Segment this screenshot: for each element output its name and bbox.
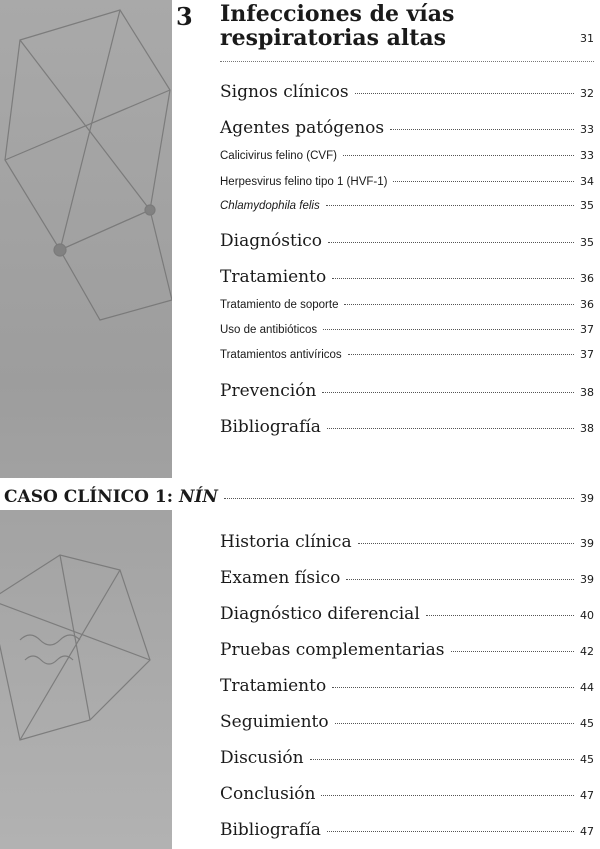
toc-subentry-herpesvirus[interactable] [220, 175, 594, 188]
toc-case-discusion[interactable] [220, 748, 594, 768]
toc-subentry-calicivirus[interactable] [220, 149, 594, 162]
toc-entry-label: Diagnóstico diferencial [220, 604, 420, 624]
toc-entry-page: 36 [580, 298, 594, 311]
toc-entry-page: 38 [580, 386, 594, 399]
toc-entry-page: 45 [580, 717, 594, 730]
toc-subentry-antibioticos[interactable] [220, 323, 594, 336]
toc-case-conclusion[interactable] [220, 784, 594, 804]
table-of-contents [4, 0, 600, 849]
toc-entry-label: Tratamiento [220, 267, 327, 287]
toc-entry-page: 45 [580, 753, 594, 766]
toc-entry-label: Calicivirus felino (CVF) [220, 150, 337, 162]
dot-leader [426, 615, 574, 616]
toc-entry-page: 37 [580, 323, 594, 336]
dot-leader [327, 831, 574, 832]
case-heading[interactable] [4, 487, 594, 507]
toc-entry-signos-clinicos[interactable] [220, 82, 594, 102]
toc-entry-label: Chlamydophila felis [220, 200, 320, 212]
toc-entry-page: 47 [580, 789, 594, 802]
toc-entry-label: Tratamientos antivíricos [220, 349, 342, 361]
toc-entry-page: 42 [580, 645, 594, 658]
toc-entry-diagnostico[interactable] [220, 231, 594, 251]
toc-case-diagnostico-diferencial[interactable] [220, 604, 594, 624]
case-name: NÍN [178, 487, 218, 507]
dot-leader [332, 687, 574, 688]
dot-leader [327, 428, 574, 429]
toc-entry-page: 39 [580, 537, 594, 550]
toc-entry-label: Discusión [220, 748, 304, 768]
dot-leader [224, 498, 574, 499]
toc-entry-page: 35 [580, 236, 594, 249]
toc-entry-label: Tratamiento de soporte [220, 299, 339, 311]
dot-leader [326, 205, 574, 206]
toc-entry-page: 44 [580, 681, 594, 694]
toc-entry-label: Signos clínicos [220, 82, 349, 102]
toc-entry-label: Pruebas complementarias [220, 640, 445, 660]
toc-entry-label: Diagnóstico [220, 231, 323, 251]
virus-illustration [0, 0, 172, 849]
toc-entry-label: Conclusión [220, 784, 316, 804]
toc-entry-page: 36 [580, 272, 594, 285]
chapter-page-number: 31 [580, 32, 594, 45]
toc-entry-page: 34 [580, 175, 594, 188]
dot-leader [358, 543, 574, 544]
toc-case-tratamiento[interactable] [220, 676, 594, 696]
dot-leader [390, 129, 574, 130]
toc-entry-page: 33 [580, 123, 594, 136]
chapter-number: 3 [176, 2, 193, 31]
dot-leader [393, 181, 574, 182]
toc-entry-page: 38 [580, 422, 594, 435]
toc-subentry-chlamydophila[interactable] [220, 199, 594, 212]
toc-case-historia-clinica[interactable] [220, 532, 594, 552]
toc-entry-page: 35 [580, 199, 594, 212]
toc-entry-label: Agentes patógenos [220, 118, 385, 138]
dot-leader [335, 723, 574, 724]
toc-entry-prevencion[interactable] [220, 381, 594, 401]
dot-leader [321, 795, 574, 796]
dot-leader [323, 329, 574, 330]
toc-entry-page: 33 [580, 149, 594, 162]
toc-entry-bibliografia[interactable] [220, 417, 594, 437]
toc-entry-page: 40 [580, 609, 594, 622]
toc-entry-tratamiento[interactable] [220, 267, 594, 287]
toc-entry-agentes-patogenos[interactable] [220, 118, 594, 138]
toc-entry-label: Tratamiento [220, 676, 327, 696]
toc-case-bibliografia[interactable] [220, 820, 594, 840]
dot-leader [451, 651, 575, 652]
chapter-title[interactable]: Infecciones de vías respiratorias altas [220, 1, 455, 51]
decorative-side-panel [0, 0, 172, 849]
case-page-number: 39 [580, 492, 594, 505]
toc-entry-page: 37 [580, 348, 594, 361]
toc-entry-label: Herpesvirus felino tipo 1 (HVF-1) [220, 176, 388, 188]
toc-entry-label: Prevención [220, 381, 317, 401]
toc-case-examen-fisico[interactable] [220, 568, 594, 588]
toc-entry-label: Uso de antibióticos [220, 324, 318, 336]
dot-leader [355, 93, 574, 94]
dot-leader [310, 759, 574, 760]
case-prefix: CASO CLÍNICO 1: [4, 487, 179, 507]
case-heading-label [4, 487, 218, 507]
toc-entry-label: Bibliografía [220, 417, 321, 437]
toc-entry-page: 39 [580, 573, 594, 586]
toc-subentry-antiviricos[interactable] [220, 348, 594, 361]
toc-entry-label: Seguimiento [220, 712, 329, 732]
dot-leader [346, 579, 574, 580]
toc-entry-page: 47 [580, 825, 594, 838]
toc-subentry-tratamiento-soporte[interactable] [220, 298, 594, 311]
dot-leader [344, 304, 574, 305]
dot-leader [328, 242, 574, 243]
dot-leader [343, 155, 574, 156]
toc-entry-label: Examen físico [220, 568, 341, 588]
toc-entry-label: Historia clínica [220, 532, 352, 552]
dot-leader [322, 392, 574, 393]
dot-leader [348, 354, 574, 355]
toc-entry-label: Bibliografía [220, 820, 321, 840]
toc-case-pruebas-complementarias[interactable] [220, 640, 594, 660]
toc-entry-page: 32 [580, 87, 594, 100]
toc-case-seguimiento[interactable] [220, 712, 594, 732]
dot-leader [332, 278, 574, 279]
divider [220, 61, 594, 62]
